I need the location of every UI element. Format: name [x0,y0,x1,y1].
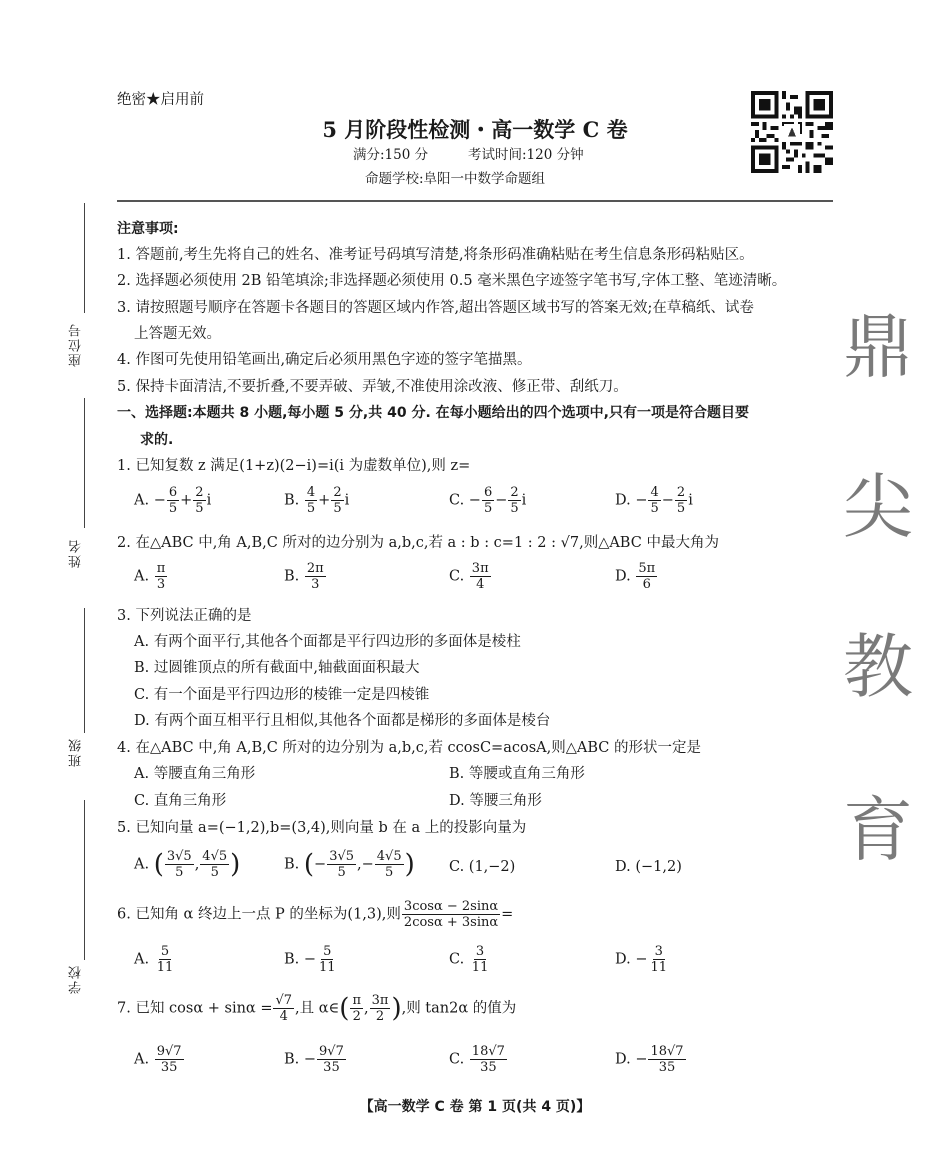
name-label: 姓名 [69,538,84,568]
denominator: 2 [375,1009,385,1024]
numerator: 5 [160,944,170,959]
option-b [284,944,339,975]
numerator: 6 [483,485,493,500]
fraction [155,561,168,592]
numerator: 3cosα − 2sinα [403,899,499,914]
option-label: A. [134,951,150,968]
fraction [155,944,176,975]
option-c: C. 直角三角形 [134,793,227,809]
option-label: B. [284,1051,300,1068]
numerator: 4√5 [376,849,402,864]
option-label: D. [615,492,631,509]
option-label: A. [134,492,150,509]
stem-text: 7. 已知 cosα + sinα = [117,1000,273,1017]
time-info: 考试时间:120 分钟 [468,147,584,163]
fraction [193,485,205,516]
imaginary-unit: i [206,492,212,509]
option-a [134,561,168,592]
fraction [305,561,326,592]
fraction [470,1044,507,1075]
fraction [402,899,500,930]
denominator: 5 [210,865,219,880]
numerator: 2 [510,485,519,500]
option-d [615,944,670,975]
denominator: 4 [476,577,485,592]
numerator: π [156,561,166,576]
option-c [449,1044,508,1075]
fraction [482,485,494,516]
fraction [470,561,491,592]
stem-text: 6. 已知角 α 终边上一点 P 的坐标为(1,3),则 [117,906,401,923]
imaginary-unit: i [521,492,527,509]
secret-label: 绝密★启用前 [117,92,204,108]
section-heading: 求的. [140,432,174,448]
denominator: 5 [337,865,346,880]
denominator: 11 [156,960,174,975]
left-paren: ( [153,849,164,880]
option-label: C. [449,951,465,968]
class-label: 班级 [69,737,84,767]
option-label: A. [134,1051,150,1068]
question-stem: 5. 已知向量 a=(−1,2),b=(3,4),则向量 b 在 a 上的投影向量为 [117,820,527,836]
option-d [615,485,693,516]
question-stem: 1. 已知复数 z 满足(1+z)(2−i)=i(i 为虚数单位),则 z= [117,458,471,474]
fraction [305,485,317,516]
option-d [615,1044,687,1075]
option-label: C. [449,492,465,509]
denominator: 4 [279,1009,288,1024]
question-stem: 3. 下列说法正确的是 [117,608,252,624]
fraction [167,485,179,516]
fraction [648,1044,685,1075]
binding-line [84,608,85,733]
brand-char: 教 [843,626,913,708]
numerator: 2 [333,485,342,500]
right-paren: ) [230,849,241,880]
option-a [134,1044,185,1075]
notice-item: 4. 作图可先使用铅笔画出,确定后必须用黑色字迹的签字笔描黑。 [117,352,532,368]
numerator: π [352,993,361,1008]
option-label: B. [284,951,300,968]
denominator: 5 [195,501,204,516]
notice-item: 5. 保持卡面清洁,不要折叠,不要弄破、弄皱,不准使用涂改液、修正带、刮纸刀。 [117,379,628,395]
denominator: 5 [168,501,178,516]
numerator: 3 [654,944,663,959]
denominator: 11 [650,960,668,975]
denominator: 5 [306,501,316,516]
question-stem [117,899,513,930]
option-label: D. [615,1051,631,1068]
fraction [375,849,404,880]
numerator: 9√7 [319,1044,344,1059]
numerator: 3√5 [329,849,355,864]
score-info: 满分:150 分 [353,147,429,163]
option-b: B. 等腰或直角三角形 [449,766,585,782]
numerator: 4 [306,485,316,500]
school-label: 学校 [69,964,84,994]
denominator: 35 [480,1060,497,1075]
notice-item: 上答题无效。 [134,326,221,342]
option-c [449,561,492,592]
option-label: A. [134,568,150,585]
fraction [331,485,343,516]
denominator: 35 [160,1060,178,1075]
binding-line [84,800,85,960]
fraction [648,485,660,516]
fraction [165,849,194,880]
section-heading: 一、选择题:本题共 8 小题,每小题 5 分,共 40 分. 在每小题给出的四个选项中,只有一项是符合题目要 [117,405,749,421]
option-d: D. 等腰三角形 [449,793,542,809]
header-divider [117,200,833,202]
imaginary-unit: i [688,492,693,509]
fraction [317,944,338,975]
option-c [449,485,526,516]
numerator: 3√5 [166,849,192,864]
option-label: B. [284,856,300,873]
option-c: C. 有一个面是平行四边形的棱锥一定是四棱锥 [134,687,430,703]
denominator: 5 [650,501,659,516]
stem-text: ,且 α∈ [295,1000,340,1017]
left-paren: ( [339,993,350,1024]
option-d: D. 有两个面互相平行且相似,其他各个面都是梯形的多面体是棱台 [134,713,551,729]
numerator: 3 [475,944,485,959]
fraction [470,944,491,975]
option-label: C. [449,1051,465,1068]
numerator: 3π [371,993,389,1008]
denominator: 3 [156,577,166,592]
option-b [284,485,349,516]
numerator: 2 [676,485,686,500]
option-d: D. (−1,2) [615,859,682,875]
denominator: 2 [352,1009,361,1024]
numerator: 6 [168,485,178,500]
notice-item: 1. 答题前,考生先将自己的姓名、准考证号码填写清楚,将条形码准确粘贴在考生信息条形码粘贴区。 [117,247,754,263]
denominator: 35 [323,1060,340,1075]
option-label: D. [615,951,631,968]
fraction [200,849,229,880]
fraction [327,849,356,880]
operator: − [661,492,674,509]
denominator: 5 [510,501,519,516]
numerator: √7 [275,993,293,1008]
option-b: B. (− $\frac{3√5}{5}$ ,− $\frac{4√5}{5}$ ) [284,849,415,880]
option-a: A. ( $\frac{3√5}{5}$ , $\frac{4√5}{5}$ ) [134,849,241,880]
fraction [675,485,687,516]
fraction [636,561,657,592]
numerator: 18√7 [650,1044,684,1059]
option-label: C. [449,568,465,585]
page-footer: 【高一数学 C 卷 第 1 页(共 4 页)】 [359,1099,591,1115]
sign: − [635,492,648,509]
fraction [648,944,669,975]
sign: − [635,951,648,968]
fraction [370,993,391,1024]
option-b [284,1044,347,1075]
brand-char: 尖 [843,466,913,548]
fraction [350,993,363,1024]
denominator: 11 [471,960,489,975]
denominator: 5 [676,501,686,516]
option-a [134,485,211,516]
numerator: 18√7 [471,1044,505,1059]
denominator: 11 [319,960,336,975]
option-label: D. [615,568,631,585]
sign: − [314,856,327,873]
right-paren: ) [391,993,402,1024]
fraction [273,993,294,1024]
question-stem: 4. 在△ABC 中,角 A,B,C 所对的边分别为 a,b,c,若 ccosC=acosA,则△ABC 的形状一定是 [117,740,701,756]
brand-char: 育 [843,789,913,871]
page-title-text: 5 月阶段性检测・高一数学 C 卷 [322,117,628,142]
numerator: 9√7 [156,1044,182,1059]
sign: − [361,856,374,873]
numerator: 4 [650,485,659,500]
notice-item: 2. 选择题必须使用 2B 铅笔填涂;非选择题必须使用 0.5 毫米黑色字迹签字笔书写,字体工整、笔迹清晰。 [117,273,787,289]
seat-label: 座位号 [69,322,84,367]
option-a [134,944,176,975]
denominator: 3 [311,577,320,592]
denominator: 5 [385,865,394,880]
denominator: 2cosα + 3sinα [403,915,499,930]
school-info: 命题学校:阜阳一中数学命题组 [365,171,546,187]
option-label: B. [284,492,300,509]
notice-title: 注意事项: [117,221,179,237]
imaginary-unit: i [344,492,350,509]
operator: − [495,492,508,509]
option-label: A. [134,856,150,873]
question-stem: 2. 在△ABC 中,角 A,B,C 所对的边分别为 a,b,c,若 a : b : c=1 : 2 : √7,则△ABC 中最大角为 [117,535,719,551]
option-c [449,944,491,975]
option-d [615,561,658,592]
fraction [155,1044,184,1075]
denominator: 5 [175,865,184,880]
binding-line [84,398,85,528]
denominator: 5 [333,501,342,516]
notice-item: 3. 请按照题号顺序在答题卡各题目的答题区域内作答,超出答题区域书写的答案无效;在草稿纸、试卷 [117,300,754,316]
right-paren: ) [404,849,415,880]
sign: − [303,1051,317,1068]
option-a: A. 有两个面平行,其他各个面都是平行四边形的多面体是棱柱 [134,634,521,650]
operator: + [318,492,331,509]
option-b: B. 过圆锥顶点的所有截面中,轴截面面积最大 [134,660,420,676]
brand-char: 鼎 [843,306,913,388]
denominator: 6 [642,577,651,592]
denominator: 35 [658,1060,676,1075]
stem-text: ,则 tan2α 的值为 [401,1000,517,1017]
sign: − [635,1051,648,1068]
numerator: 2π [306,561,324,576]
fraction [508,485,520,516]
numerator: 5 [323,944,332,959]
operator: + [180,492,193,509]
left-paren: ( [303,849,315,880]
numerator: 3π [471,561,489,576]
option-c: C. (1,−2) [449,859,516,875]
sign: − [153,492,166,509]
fraction [317,1044,346,1075]
denominator: 5 [483,501,493,516]
question-stem: 7. 已知 cosα + sinα = $\frac{√7}{4}$ ,且 α∈( $\frac{\pi}{2}$ , $\frac{3\pi}{2}$ ),则 tan2α 的值为 [117,993,517,1024]
numerator: 4√5 [202,849,228,864]
qr-code [751,91,833,173]
option-a: A. 等腰直角三角形 [134,766,256,782]
sign: − [468,492,481,509]
option-b [284,561,327,592]
sign: − [303,951,317,968]
option-label: B. [284,568,300,585]
equals: = [501,906,514,923]
numerator: 5π [638,561,656,576]
numerator: 2 [195,485,204,500]
binding-line [84,203,85,313]
